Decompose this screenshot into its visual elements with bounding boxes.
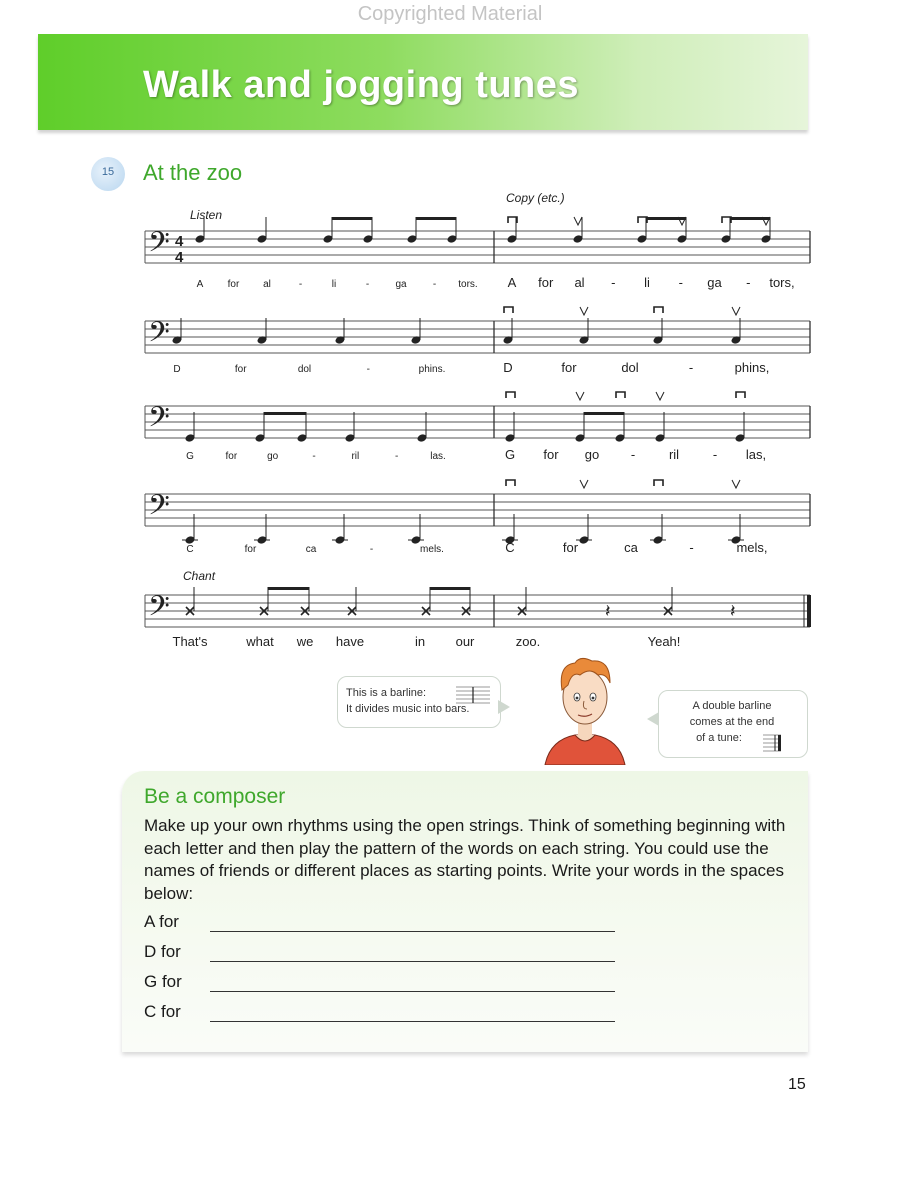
- copy-syllable: dol: [621, 360, 639, 375]
- double-barline-tip-line-3: of a tune:: [696, 732, 742, 744]
- listen-syllable: dol: [297, 364, 312, 375]
- listen-syllable: for: [244, 544, 257, 555]
- down-bow-icon: [654, 480, 663, 486]
- listen-syllable: for: [225, 451, 238, 462]
- copy-syllable: for: [562, 540, 579, 555]
- listen-syllable: -: [366, 364, 370, 375]
- note-beam: [332, 217, 372, 220]
- listen-syllable: ril: [351, 451, 360, 462]
- note-beam: [264, 412, 306, 415]
- down-bow-icon: [506, 480, 515, 486]
- listen-syllable: tors.: [458, 279, 478, 290]
- barline-example-icon: [456, 683, 490, 705]
- listen-syllable: for: [234, 364, 247, 375]
- note-beam: [416, 217, 456, 220]
- copy-syllable: las,: [745, 447, 767, 462]
- listen-syllable: ga: [395, 279, 407, 290]
- quarter-rest: 𝄽: [605, 601, 611, 621]
- up-bow-icon: [732, 480, 740, 488]
- up-bow-icon: [732, 307, 740, 315]
- chant-word: have: [335, 634, 365, 649]
- chant-word: our: [455, 634, 475, 649]
- write-line-c[interactable]: [210, 1021, 615, 1022]
- copy-syllable: mels,: [736, 540, 768, 555]
- double-barline-tip-line-2: comes at the end: [689, 716, 775, 728]
- listen-syllable: C: [186, 544, 194, 555]
- copy-syllable: li: [644, 275, 650, 290]
- final-barline-thick: [807, 595, 811, 627]
- note-beam: [584, 412, 624, 415]
- barline-tip: [337, 676, 501, 728]
- copy-syllable: -: [688, 360, 694, 375]
- double-barline-tip-line-1: A double barline: [692, 700, 772, 712]
- double-barline-example-icon: [763, 733, 783, 753]
- listen-syllable: las.: [430, 451, 446, 462]
- down-bow-icon: [654, 307, 663, 313]
- listen-syllable: -: [369, 544, 374, 555]
- up-bow-icon: [574, 217, 582, 225]
- section-title: At the zoo: [143, 160, 243, 185]
- cartoon-boy-illustration: [540, 655, 630, 765]
- bass-clef-icon: 𝄢: [148, 401, 170, 441]
- copy-syllable: ca: [624, 540, 638, 555]
- prompt-row-a: [144, 912, 179, 932]
- copy-syllable: A: [507, 275, 517, 290]
- copy-syllable: ril: [668, 447, 680, 462]
- up-bow-icon: [576, 392, 584, 400]
- prompt-label: D for: [144, 942, 181, 961]
- copy-syllable: -: [611, 275, 616, 290]
- prompt-row-d: [144, 942, 181, 962]
- bass-clef-icon: 𝄢: [148, 489, 170, 529]
- listen-syllable: mels.: [420, 544, 444, 555]
- listen-syllable: li: [331, 279, 337, 290]
- chant-word: Yeah!: [647, 634, 681, 649]
- down-bow-icon: [616, 392, 625, 398]
- page-number: 15: [788, 1076, 806, 1093]
- quarter-rest: 𝄽: [730, 601, 736, 621]
- note-beam: [430, 587, 470, 590]
- down-bow-icon: [506, 392, 515, 398]
- listen-syllable: -: [312, 451, 316, 462]
- copy-syllable: -: [678, 275, 683, 290]
- copy-syllable: tors,: [769, 275, 795, 290]
- chant-label: Chant: [183, 569, 216, 583]
- listen-syllable: -: [365, 279, 370, 290]
- bass-clef-icon: 𝄢: [148, 316, 170, 356]
- copy-syllable: for: [538, 275, 554, 290]
- down-bow-icon: [736, 392, 745, 398]
- listen-syllable: G: [186, 451, 194, 462]
- page-title: Walk and jogging tunes: [143, 64, 580, 106]
- listen-syllable: phins.: [418, 364, 446, 375]
- copy-syllable: -: [630, 447, 636, 462]
- note-beam: [268, 587, 309, 590]
- listen-syllable: A: [196, 279, 204, 290]
- chant-word: we: [296, 634, 314, 649]
- copy-syllable: ga: [707, 275, 722, 290]
- listen-syllable: go: [267, 451, 279, 462]
- chant-word: zoo.: [515, 634, 541, 649]
- chant-word: That's: [172, 634, 208, 649]
- copy-syllable: go: [584, 447, 600, 462]
- composer-instructions: Make up your own rhythms using the open strings. Think of something beginning with each letter and then play the pattern of the words on each string. You could use the names of friends or different places as starting points. Write your words in the spaces below:: [144, 816, 786, 903]
- listen-syllable: ca: [305, 544, 317, 555]
- barline-tip-pointer: [498, 700, 510, 714]
- note-beam: [646, 217, 686, 220]
- prompt-row-g: [144, 972, 182, 992]
- copy-syllable: D: [503, 360, 513, 375]
- copy-label: Copy (etc.): [506, 191, 565, 205]
- listen-label: Listen: [190, 208, 223, 222]
- time-signature-top: 4: [175, 233, 184, 250]
- copy-syllable: G: [504, 447, 516, 462]
- bass-clef-icon: 𝄢: [148, 590, 170, 630]
- composer-panel: [122, 771, 808, 1052]
- barline-tip-line-2: It divides music into bars.: [346, 703, 470, 715]
- copy-syllable: -: [712, 447, 718, 462]
- write-line-d[interactable]: [210, 961, 615, 962]
- copy-syllable: al: [574, 275, 585, 290]
- note-beam: [730, 217, 770, 220]
- copy-syllable: -: [746, 275, 751, 290]
- prompt-label: G for: [144, 972, 182, 991]
- up-bow-icon: [656, 392, 664, 400]
- audio-track-badge[interactable]: 15: [91, 157, 125, 191]
- prompt-row-c: [144, 1002, 181, 1022]
- chant-word: what: [246, 634, 274, 649]
- write-line-g[interactable]: [210, 991, 615, 992]
- chant-word: in: [414, 634, 426, 649]
- listen-syllable: -: [298, 279, 303, 290]
- copy-syllable: C: [505, 540, 515, 555]
- write-line-a[interactable]: [210, 931, 615, 932]
- down-bow-icon: [504, 307, 513, 313]
- copy-syllable: phins,: [734, 360, 770, 375]
- barline-tip-line-1: This is a barline:: [346, 687, 427, 699]
- copy-syllable: -: [689, 540, 694, 555]
- listen-syllable: -: [432, 279, 437, 290]
- copy-syllable: for: [543, 447, 559, 462]
- copy-syllable: for: [561, 360, 577, 375]
- prompt-label: A for: [144, 912, 179, 931]
- listen-syllable: al: [263, 279, 271, 290]
- listen-syllable: -: [394, 451, 399, 462]
- up-bow-icon: [580, 307, 588, 315]
- double-barline-tip: [658, 690, 808, 758]
- listen-syllable: D: [173, 364, 181, 375]
- bass-clef-icon: 𝄢: [148, 226, 170, 266]
- listen-syllable: for: [227, 279, 240, 290]
- up-bow-icon: [580, 480, 588, 488]
- composer-title: Be a composer: [144, 785, 286, 808]
- prompt-label: C for: [144, 1002, 181, 1021]
- time-signature-bottom: 4: [175, 249, 184, 266]
- copyright-watermark: Copyrighted Material: [357, 3, 543, 25]
